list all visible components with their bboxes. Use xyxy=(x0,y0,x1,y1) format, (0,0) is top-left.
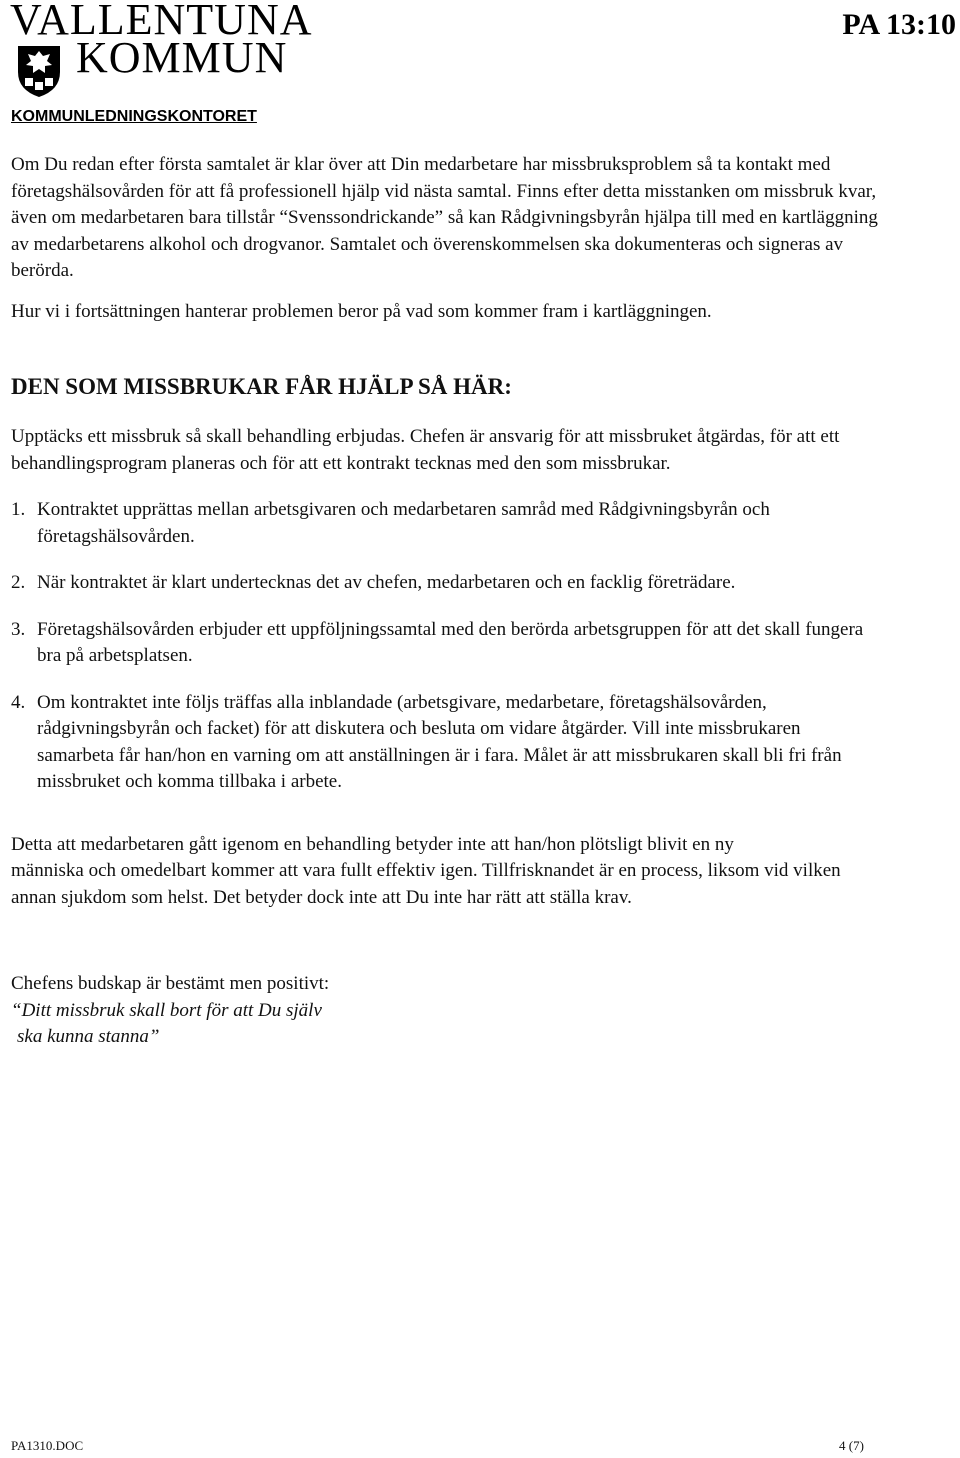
list-item-text: Om kontraktet inte följs träffas alla inblandade (arbetsgivare, medarbetare, företagshälsovården, rådgivningsbyrån och facket) för att diskutera och besluta om vidare åtgärder. Vill inte missbrukaren samarbeta får han/hon en varning om att anställningen är i fara. Målet är att missbrukaren skall bli fri från missbruket och komma tillbaka i arbete. xyxy=(37,691,842,792)
list-item-number: 4. xyxy=(11,691,26,713)
document-body xyxy=(11,152,881,1051)
list-item xyxy=(11,497,881,550)
municipality-logo xyxy=(10,0,313,100)
section-heading: DEN SOM MISSBRUKAR FÅR HJÄLP SÅ HÄR: xyxy=(11,374,512,399)
message-intro: Chefens budskap är bestämt men positivt: xyxy=(11,973,330,994)
paragraph-intro: Om Du redan efter första samtalet är klar över att Din medarbetare har missbruksproblem så ta kontakt med företagshälsovården för att få professionell hjälp vid nästa samtal. Finns efter detta misstanken om missbruk kvar, även om medarbetaren bara tillstår “Svenssondrickande” så kan Rådgivningsbyrån hjälpa till med en kartläggning av medarbetarens alkohol och drogvanor. Samtalet och överenskommelsen ska dokumenteras och signeras av berörda. xyxy=(11,154,878,281)
department-label: KOMMUNLEDNINGSKONTORET xyxy=(11,108,257,125)
list-item-number: 1. xyxy=(11,499,26,520)
list-item-text: Företagshälsovården erbjuder ett uppföljningssamtal med den berörda arbetsgruppen för att det skall fungera bra på arbetsplatsen. xyxy=(37,618,864,666)
quote-line-1: “Ditt missbruk skall bort för att Du själv xyxy=(11,999,322,1021)
document-code: PA 13:10 xyxy=(842,8,956,41)
list-item-text: Kontraktet upprättas mellan arbetsgivaren och medarbetaren samråd med Rådgivningsbyrån och företagshälsovården. xyxy=(37,499,770,547)
list-item xyxy=(11,570,881,597)
logo-text-line1: VALLENTUNA xyxy=(10,0,313,44)
paragraph-recovery-line1: Detta att medarbetaren gått igenom en behandling betyder inte att han/hon plötsligt blivit en ny xyxy=(11,833,734,855)
logo-text-line2: KOMMUN xyxy=(76,33,288,82)
quote-line-2: ska kunna stanna” xyxy=(17,1026,160,1047)
list-item-number: 2. xyxy=(11,572,26,593)
paragraph-followup: Hur vi i fortsättningen hanterar problemen beror på vad som kommer fram i kartläggningen. xyxy=(11,300,712,322)
numbered-list xyxy=(11,497,881,796)
footer-filename: PA1310.DOC xyxy=(11,1438,84,1453)
paragraph-recovery-line2: människa och omedelbart kommer att vara fullt effektiv igen. Tillfrisknandet är en process, liksom vid vilken annan sjukdom som helst. Det betyder dock inte att Du inte har rätt att ställa krav. xyxy=(11,860,841,908)
paragraph-treatment: Upptäcks ett missbruk så skall behandling erbjudas. Chefen är ansvarig för att missbruket åtgärdas, för att ett behandlingsprogram planeras och för att ett kontrakt tecknas med den som missbrukar. xyxy=(11,426,840,474)
footer-page-number: 4 (7) xyxy=(839,1438,864,1453)
list-item xyxy=(11,690,881,796)
list-item-text: När kontraktet är klart undertecknas det av chefen, medarbetaren och en facklig företrädare. xyxy=(37,572,736,593)
crest-icon xyxy=(14,42,64,98)
list-item xyxy=(11,617,881,670)
list-item-number: 3. xyxy=(11,618,26,640)
